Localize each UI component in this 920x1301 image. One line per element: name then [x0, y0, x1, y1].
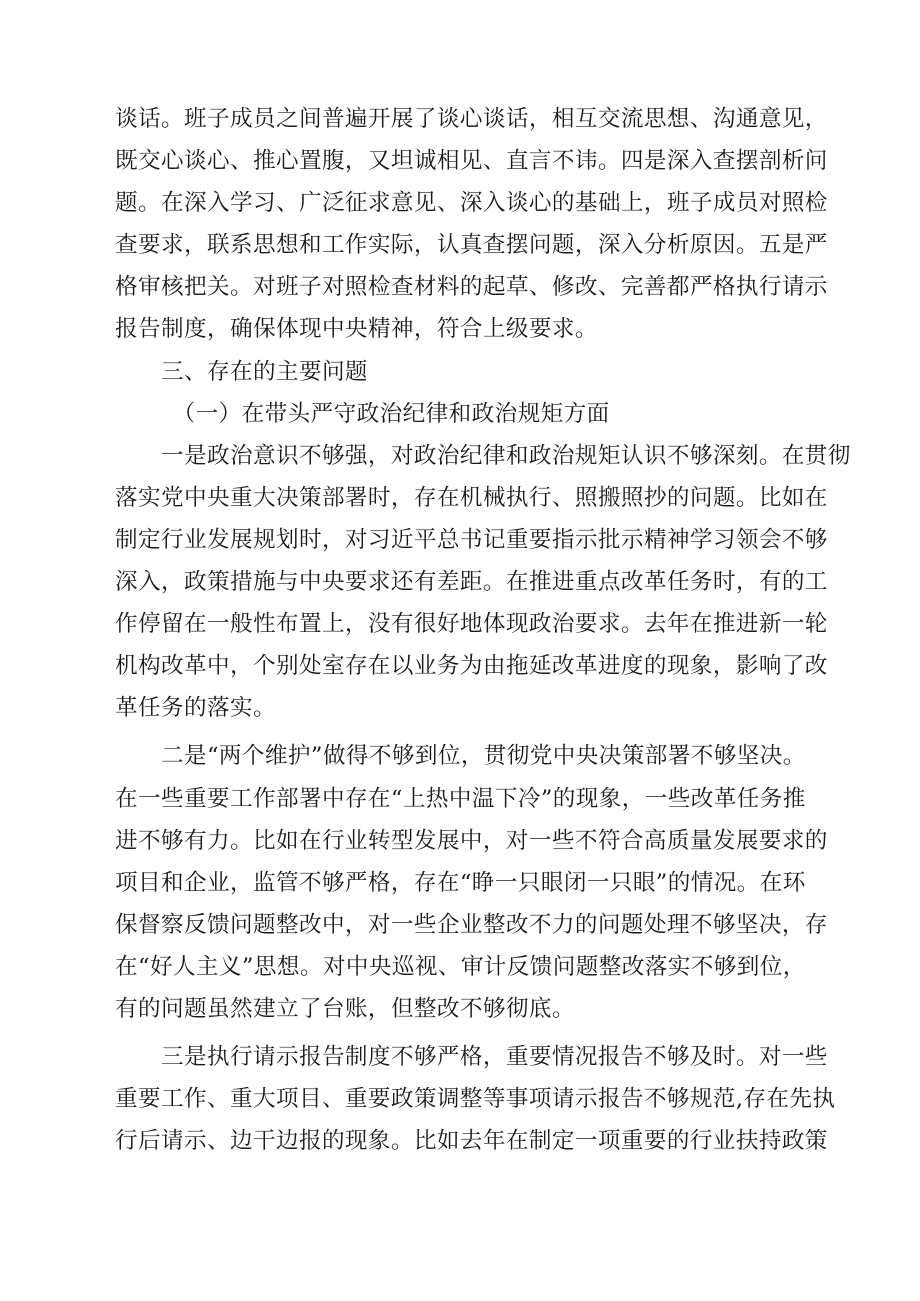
- text-line: 进不够有力。比如在行业转型发展中，对一些不符合高质量发展要求的: [115, 827, 828, 854]
- text-line: 机构改革中，个别处室存在以业务为由拖延改革进度的现象，影响了改: [115, 653, 828, 680]
- text-line: 报告制度，确保体现中央精神，符合上级要求。: [115, 316, 598, 343]
- text-line: 题。在深入学习、广泛征求意见、深入谈心的基础上，班子成员对照检: [115, 190, 828, 217]
- text-line: 有的问题虽然建立了台账，但整改不够彻底。: [115, 995, 575, 1022]
- text-line: 一是政治意识不够强，对政治纪律和政治规矩认识不够深刻。在贯彻: [115, 442, 851, 469]
- text-line: 重要工作、重大项目、重要政策调整等事项请示报告不够规范,存在先执: [115, 1086, 836, 1113]
- document-body: [115, 98, 851, 1162]
- text-line: 作停留在一般性布置上，没有很好地体现政治要求。去年在推进新一轮: [115, 611, 828, 638]
- text-line: 谈话。班子成员之间普遍开展了谈心谈话，相互交流思想、沟通意见，: [115, 106, 828, 132]
- section-heading: 三、存在的主要问题: [115, 358, 368, 385]
- text-line: 制定行业发展规划时，对习近平总书记重要指示批示精神学习领会不够: [115, 526, 828, 553]
- text-line: 深入，政策措施与中央要求还有差距。在推进重点改革任务时，有的工: [115, 569, 828, 596]
- text-line: 保督察反馈问题整改中，对一些企业整改不力的问题处理不够坚决，存: [115, 911, 828, 938]
- text-line: 三是执行请示报告制度不够严格，重要情况报告不够及时。对一些: [115, 1044, 828, 1071]
- subsection-heading: （一）在带头严守政治纪律和政治规矩方面: [115, 400, 610, 427]
- text-line: 革任务的落实。: [115, 695, 276, 722]
- text-line: 在“好人主义”思想。对中央巡视、审计反馈问题整改落实不够到位，: [115, 953, 806, 980]
- text-line: 行后请示、边干边报的现象。比如去年在制定一项重要的行业扶持政策: [115, 1128, 828, 1155]
- text-line: 查要求，联系思想和工作实际，认真查摆问题，深入分析原因。五是严: [115, 232, 828, 259]
- text-line: 格审核把关。对班子对照检查材料的起草、修改、完善都严格执行请示: [115, 274, 828, 301]
- text-line: 二是“两个维护”做得不够到位，贯彻党中央决策部署不够坚决。: [115, 743, 806, 770]
- text-line: 落实党中央重大决策部署时，存在机械执行、照搬照抄的问题。比如在: [115, 484, 828, 511]
- text-line: 项目和企业，监管不够严格，存在“睁一只眼闭一只眼”的情况。在环: [115, 869, 806, 896]
- text-line: 在一些重要工作部署中存在“上热中温下冷”的现象，一些改革任务推: [115, 785, 806, 812]
- text-line: 既交心谈心、推心置腹，又坦诚相见、直言不讳。四是深入查摆剖析问: [115, 148, 828, 175]
